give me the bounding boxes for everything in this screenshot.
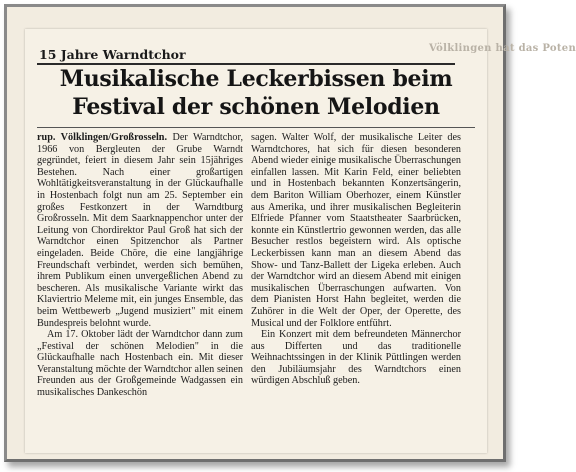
article-kicker: 15 Jahre Warndtchor xyxy=(39,47,186,62)
article-paragraph: Am 17. Oktober lädt der Warndtchor dann zum „Festival der schönen Melodien" in die Glückaufhalle nach Hostenbach ein. Mit dieser Veranstaltung möchte der Warndtchor allen seinen Freunden aus der Großgemeinde Wadgassen ein musikalisches Dankeschön xyxy=(37,329,243,399)
article-paragraph: sagen. Walter Wolf, der musikalische Leiter des Warndtchores, hat sich für diesen besonderen Abend wieder einige musikalische Überraschungen einfallen lassen. Mit Karin Feld, einer beliebten und in Hostenbach bekannten Konzertsängerin, dem Bariton William Oberhozer, einem Künstler aus Amerika, und ihrer musikalischen Begleiterin Elfriede Pfanner vom Staatstheater Saarbrücken, konnte ein Künstlertrio gewonnen werden, das alle Besucher restlos begeistern wird. Als optische Leckerbissen kann man an diesem Abend das Show- und Tanz-Ballett der Ligeka erleben. Auch der Warndtchor wird an diesem Abend mit einigen musikalischen Überraschungen aufwarten. Von dem Pianisten Horst Hahn begleitet, werden die Zuhörer in die Welt der Oper, der Operette, des Musical und der Folklore entführt. xyxy=(251,132,461,329)
article-paragraph: Ein Konzert mit dem befreundeten Männerchor aus Differten und das traditionelle Weihnachtssingen in der Klinik Püttlingen werden den Jubiläumsjahr des Warndtchors einen würdigen Abschluß geben. xyxy=(251,329,461,387)
paragraph-text: Der Warndtchor, 1966 von Bergleuten der Grube Warndt gegründet, feiert in diesem Jahr sein 15jähriges Bestehen. Nach einer großartigen Wohltätigkeitsveranstaltung in der Glückaufhalle in Hostenbach folgt nun am 25. September ein großes Festkonzert in der Warndtburg Großrosseln. Mit dem Saarknappenchor unter der Leitung von Chordirektor Paul Groß hat sich der Warndtchor einen Spitzenchor als Partner eingeladen. Beide Chöre, die eine langjährige Freundschaft verbindet, werden sich bemühen, ihrem Publikum einen unvergeßlichen Abend zu bescheren. Als musikalische Variante wirkt das Klaviertrio Meleme mit, ein junges Ensemble, das beim Wettbewerb „Jugend musiziert" mit einem Bundespreis belohnt wurde. xyxy=(37,132,244,329)
article-headline: Musikalische Leckerbissen beim Festival der schönen Melodien xyxy=(59,66,453,120)
picture-frame xyxy=(4,4,576,462)
newspaper-clipping xyxy=(25,29,576,453)
article-column-right xyxy=(251,132,461,387)
article-paragraph xyxy=(37,132,243,329)
headline-divider xyxy=(37,127,475,128)
dateline: rup. Völklingen/Großrosseln. xyxy=(37,132,168,143)
article-column-left xyxy=(37,132,243,399)
adjacent-article-fragment: Völklingen hat das Poten xyxy=(429,43,576,54)
